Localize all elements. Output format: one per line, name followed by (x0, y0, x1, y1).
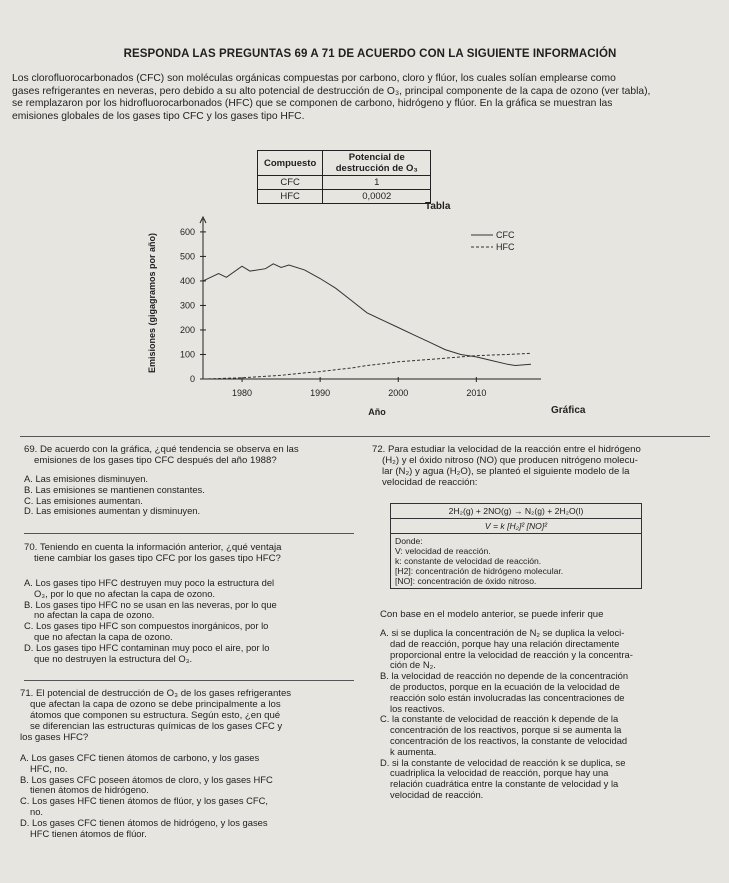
q72-lead: Con base en el modelo anterior, se puede inferir que (380, 609, 604, 620)
q72-option-a-line: dad de reacción, porque hay una relación directamente (390, 637, 620, 649)
definitions (391, 534, 641, 588)
q69-option-d[interactable]: D. Las emisiones aumentan y disminuyen. (24, 505, 201, 517)
q70-option-b[interactable] (24, 600, 354, 622)
q72-stem (372, 444, 717, 488)
q72-stem-line: lar (N₂) y agua (H₂O), se planteó el siguiente modelo de la (382, 466, 630, 477)
q71-stem-line: 71. El potencial de destrucción de O₃ de los gases refrigerantes (20, 688, 292, 699)
intro-line: gases refrigerantes en neveras, pero debido a su alto potencial de destrucción de O₃, principal componente de la capa de ozono (ver tabla), (12, 85, 651, 97)
table-row (258, 176, 431, 190)
q71-option-b-line: tienen átomos de hidrógeno. (30, 784, 149, 796)
q72-option-c-line: C. la constante de velocidad de reacción k depende de la (380, 713, 619, 725)
q70-option-d-line: D. Los gases tipo HFC contaminan muy poco el aire, por lo (24, 641, 270, 653)
q70-option-d[interactable] (24, 643, 354, 665)
legend-entry: CFC (496, 230, 515, 240)
q69-stem-line: emisiones de los gases tipo CFC después del año 1988? (34, 455, 277, 466)
q72-option-d[interactable] (380, 758, 720, 801)
y-tick-label: 500 (179, 251, 195, 262)
divider (24, 680, 354, 681)
q69-stem-line: 69. De acuerdo con la gráfica, ¿qué tendencia se observa en las (24, 444, 299, 455)
y-tick-label: 0 (189, 374, 195, 384)
q69-option-c[interactable]: C. Las emisiones aumentan. (24, 494, 143, 506)
q70-option-b-line: no afectan la capa de ozono. (34, 609, 155, 621)
q72-option-c-line: k aumenta. (390, 745, 437, 757)
definition-line: k: constante de velocidad de reacción. (395, 556, 542, 566)
q70-option-c-line: C. Los gases tipo HFC son compuestos inorgánicos, por lo (24, 620, 269, 632)
q70-option-d-line: que no destruyen la estructura del O₃. (34, 652, 193, 664)
intro-paragraph (12, 73, 718, 123)
x-axis-label: Año (368, 407, 386, 417)
q71-option-a[interactable] (20, 753, 360, 775)
section-title: RESPONDA LAS PREGUNTAS 69 A 71 DE ACUERDO CON LA SIGUIENTE INFORMACIÓN (123, 48, 617, 60)
emissions-chart (141, 209, 601, 419)
q71-stem-line: átomos que componen su estructura. Según esto, ¿en qué (30, 710, 281, 721)
q72-option-b-line: B. la velocidad de reacción no depende de la concentración (380, 670, 629, 682)
divider (20, 436, 710, 437)
q72-option-c[interactable] (380, 714, 720, 757)
q70-option-b-line: B. Los gases tipo HFC no se usan en las neveras, por lo que (24, 598, 277, 610)
q71-option-c-line: C. Los gases HFC tienen átomos de flúor, y los gases CFC, (20, 795, 269, 807)
q70-stem (24, 542, 354, 564)
table-caption: Tabla (425, 201, 451, 212)
q72-option-d-line: cuadriplica la velocidad de reacción, porque hay una (390, 767, 609, 779)
y-tick-label: 400 (179, 275, 195, 286)
definition-line: [H2]: concentración de hidrógeno molecular. (395, 566, 564, 576)
rate-model-box (390, 503, 642, 589)
series-line-cfc (203, 264, 531, 366)
q70-option-a-line: A. Los gases tipo HFC destruyen muy poco la estructura del (24, 577, 275, 588)
definition-line: Donde: (395, 536, 423, 546)
q72-block (372, 444, 717, 488)
q71-option-d-line: HFC tienen átomos de flúor. (30, 827, 147, 839)
q71-option-b-line: B. Los gases CFC poseen átomos de cloro, y los gases HFC (20, 773, 273, 785)
q70-option-c-line: que no afectan la capa de ozono. (34, 630, 173, 642)
q72-option-b-line: los reactivos. (390, 702, 445, 714)
q72-option-b-line: de productos, porque en la ecuación de la velocidad de (390, 680, 620, 692)
intro-line: se remplazaron por los hidrofluorocarbonados (HFC) que se componen de carbono, hidrógeno y flúor. En la gráfica se muestran las (12, 98, 613, 110)
y-axis-label: Emisiones (gigagramos por año) (147, 232, 157, 374)
q71-stem-line: que afectan la capa de ozono se debe principalmente a los (30, 699, 281, 710)
rate-law: V = k [H₂]² [NO]² (391, 519, 641, 534)
q71-option-a-line: HFC, no. (30, 762, 68, 774)
q72-stem-line: 72. Para estudiar la velocidad de la reacción entre el hidrógeno (372, 444, 641, 455)
q71-block (20, 688, 360, 839)
ozone-potential-table (257, 150, 431, 204)
q70-stem-line: 70. Teniendo en cuenta la información anterior, ¿qué ventaja (24, 542, 282, 553)
q71-stem (20, 688, 360, 743)
x-tick-label: 1990 (310, 388, 331, 398)
q71-stem-line: los gases HFC? (20, 732, 89, 743)
x-tick-label: 2000 (388, 388, 409, 398)
table-header-potential: Potencial de destrucción de O₃ (323, 151, 431, 176)
intro-line: Los clorofluorocarbonados (CFC) son moléculas orgánicas compuestas por carbono, cloro y flúor, los cuales solían emplearse como (12, 73, 616, 84)
definition-line: V: velocidad de reacción. (395, 546, 491, 556)
series-line-hfc (203, 353, 531, 379)
q71-option-d-line: D. Los gases CFC tienen átomos de hidrógeno, y los gases (20, 816, 268, 828)
y-tick-label: 300 (179, 300, 195, 311)
legend-entry: HFC (496, 242, 515, 252)
q69-option-b[interactable]: B. Las emisiones se mantienen constantes. (24, 483, 205, 495)
q71-stem-line: se diferencian las estructuras químicas de los gases CFC y (30, 721, 283, 732)
x-tick-label: 2010 (466, 388, 487, 398)
q72-option-d-line: velocidad de reacción. (390, 788, 484, 800)
q70-block (24, 542, 354, 664)
table-cell-compound: HFC (258, 190, 323, 204)
table-header-compound: Compuesto (258, 151, 323, 176)
q72-option-d-line: relación cuadrática entre la constante de velocidad y la (390, 778, 619, 790)
q71-option-b[interactable] (20, 775, 360, 797)
q72-option-a-line: proporcional entre la velocidad de reacción y la concentra- (390, 648, 633, 660)
q72-option-a[interactable] (380, 628, 720, 671)
table-cell-value: 0,0002 (323, 190, 431, 204)
q72-option-b-line: reacción solo están involucradas las concentraciones de (390, 691, 625, 703)
q72-option-c-line: concentración de los reactivos, la constante de velocidad (390, 734, 628, 746)
q72-stem-line: (H₂) y el óxido nitroso (NO) que producen nitrógeno molecu- (382, 455, 638, 466)
q70-stem-line: tiene cambiar los gases tipo CFC por los gases tipo HFC? (34, 553, 281, 564)
q71-option-d[interactable] (20, 818, 360, 840)
q72-option-d-line: D. si la constante de velocidad de reacción k se duplica, se (380, 756, 626, 768)
q72-stem-line: velocidad de reacción: (382, 477, 478, 488)
q72-option-a-line: A. si se duplica la concentración de N₂ se duplica la veloci- (380, 627, 625, 638)
q71-option-c[interactable] (20, 796, 360, 818)
definition-line: [NO]: concentración de óxido nitroso. (395, 576, 537, 586)
table-cell-value: 1 (323, 176, 431, 190)
q70-option-a[interactable] (24, 578, 354, 600)
table-row (258, 190, 431, 204)
y-tick-label: 100 (179, 349, 195, 360)
table-cell-compound: CFC (258, 176, 323, 190)
q72-option-b[interactable] (380, 671, 720, 714)
y-tick-label: 200 (179, 324, 195, 335)
divider (24, 533, 354, 534)
q69-stem (24, 444, 354, 466)
left-column (24, 444, 354, 517)
x-tick-label: 1980 (232, 388, 253, 398)
q71-option-a-line: A. Los gases CFC tienen átomos de carbono, y los gases (20, 752, 260, 763)
intro-line: emisiones globales de los gases tipo CFC y los gases tipo HFC. (12, 110, 305, 122)
y-tick-label: 600 (179, 226, 195, 237)
q70-option-c[interactable] (24, 621, 354, 643)
reaction-equation: 2H₂(g) + 2NO(g) → N₂(g) + 2H₂O(l) (391, 504, 641, 519)
chart-caption: Gráfica (551, 405, 586, 416)
q71-option-c-line: no. (30, 805, 44, 817)
q72-options (380, 609, 720, 801)
q72-option-c-line: concentración de los reactivos, porque si se aumenta la (390, 724, 622, 736)
q72-option-a-line: ción de N₂. (390, 659, 436, 671)
q70-option-a-line: O₃, por lo que no afectan la capa de ozono. (34, 587, 216, 599)
q69-option-a[interactable]: A. Las emisiones disminuyen. (24, 473, 149, 484)
